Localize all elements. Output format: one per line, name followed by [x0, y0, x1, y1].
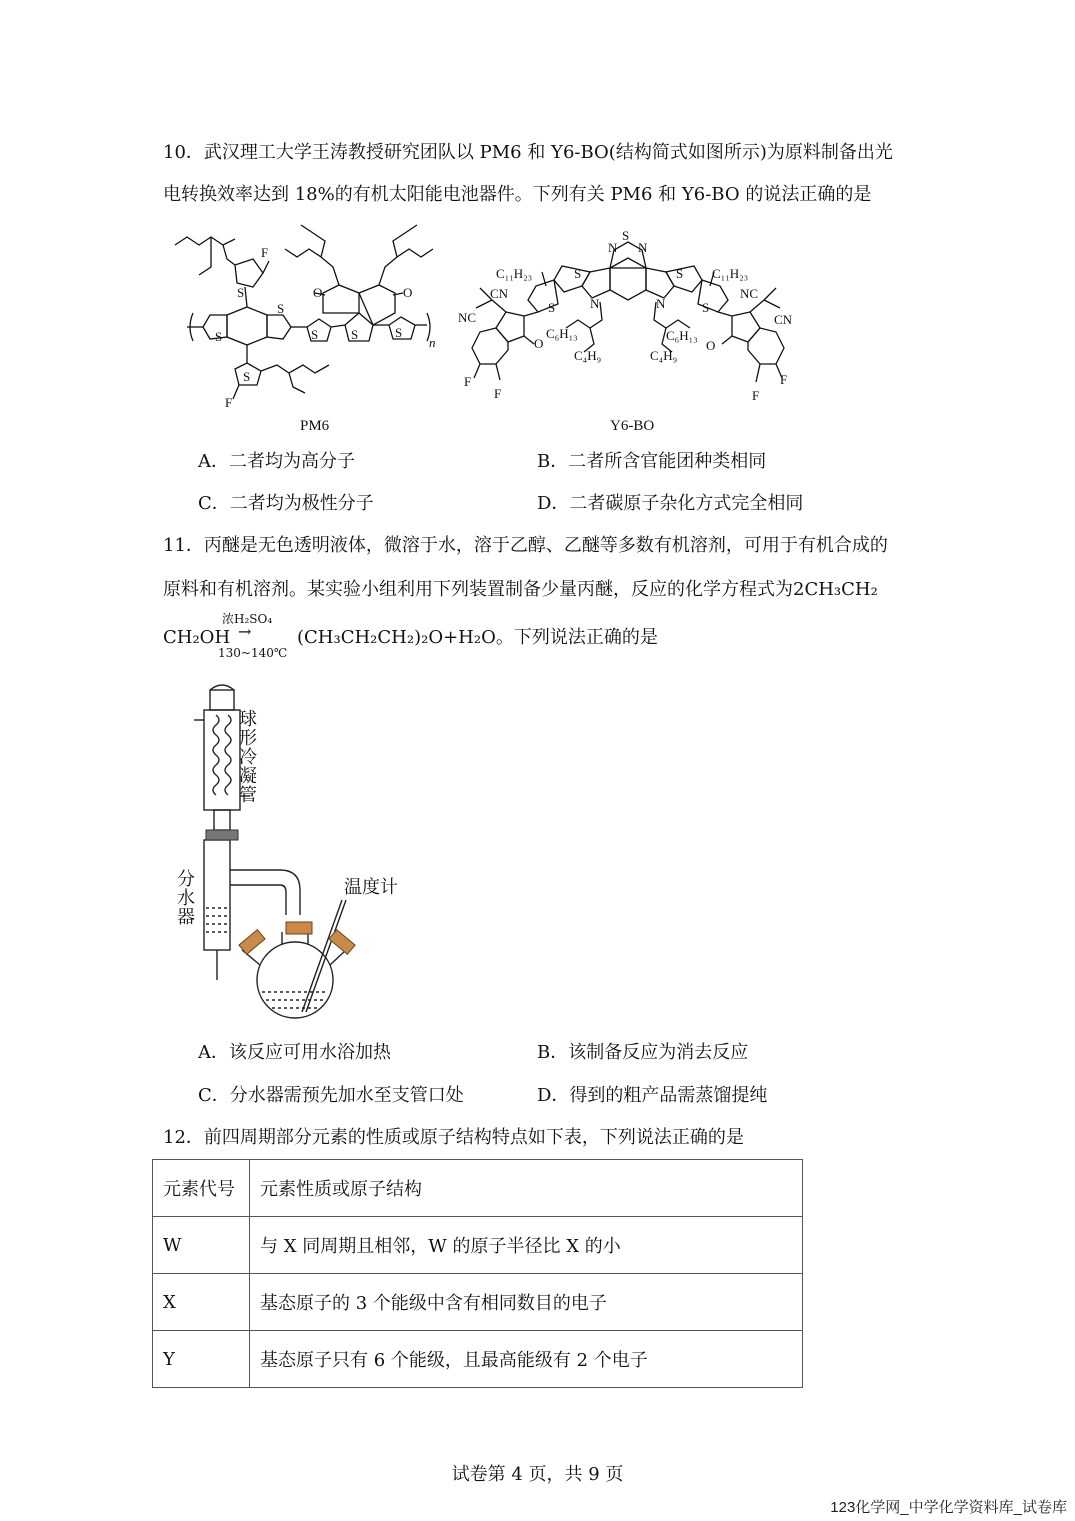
svg-text:F: F	[780, 372, 788, 387]
svg-text:CN: CN	[490, 286, 509, 301]
table-cell: 基态原子只有 6 个能级，且最高能级有 2 个电子	[250, 1331, 803, 1388]
table-cell: 基态原子的 3 个能级中含有相同数目的电子	[250, 1274, 803, 1331]
svg-text:O: O	[534, 336, 544, 351]
svg-text:S: S	[548, 300, 556, 315]
q11-option-c[interactable]: C．分水器需预先加水至支管口处	[198, 1085, 464, 1106]
distillation-apparatus-drawing	[170, 670, 400, 1030]
svg-text:NC: NC	[458, 310, 477, 325]
q11-stem-line2: 原料和有机溶剂。某实验小组利用下列装置制备少量丙醚，反应的化学方程式为2CH₃CH₂	[163, 579, 878, 600]
svg-text:S: S	[277, 301, 285, 316]
svg-text:NC: NC	[740, 286, 759, 301]
svg-text:O: O	[313, 285, 323, 300]
table-cell: X	[153, 1274, 250, 1331]
svg-text:O: O	[403, 285, 413, 300]
svg-text:N: N	[608, 240, 618, 255]
table-header-cell: 元素代号	[153, 1160, 250, 1217]
svg-text:O: O	[706, 338, 716, 353]
svg-text:C₆H₁₃: C₆H₁₃	[546, 326, 578, 341]
q11-option-d[interactable]: D．得到的粗产品需蒸馏提纯	[537, 1085, 768, 1106]
svg-text:N: N	[590, 296, 600, 311]
q12-stem: 12．前四周期部分元素的性质或原子结构特点如下表，下列说法正确的是	[163, 1127, 744, 1148]
svg-text:S: S	[622, 228, 630, 243]
q11-reactant: CH₂OH	[163, 627, 231, 648]
table-cell: W	[153, 1217, 250, 1274]
thermometer-label: 温度计	[344, 877, 398, 898]
svg-text:S: S	[237, 285, 245, 300]
svg-text:S: S	[311, 327, 319, 342]
q11-option-a[interactable]: A．该反应可用水浴加热	[198, 1042, 391, 1063]
table-cell: 与 X 同周期且相邻，W 的原子半径比 X 的小	[250, 1217, 803, 1274]
q10-option-d[interactable]: D．二者碳原子杂化方式完全相同	[537, 493, 804, 514]
y6bo-caption: Y6-BO	[610, 418, 655, 434]
q10-option-b[interactable]: B．二者所含官能团种类相同	[537, 451, 767, 472]
table-header-cell: 元素性质或原子结构	[250, 1160, 803, 1217]
table-header-row	[153, 1160, 803, 1217]
table-row	[153, 1274, 803, 1331]
svg-text:S: S	[215, 329, 223, 344]
svg-text:N: N	[638, 240, 648, 255]
svg-text:C₆H₁₃: C₆H₁₃	[666, 328, 698, 343]
table-row	[153, 1217, 803, 1274]
table-row	[153, 1331, 803, 1388]
svg-text:S: S	[243, 369, 251, 384]
element-table	[152, 1159, 803, 1388]
q11-reaction-arrow: →	[238, 622, 252, 641]
pm6-structure-drawing	[165, 215, 440, 415]
pm6-caption: PM6	[300, 418, 330, 434]
svg-text:C₁₁H₂₃: C₁₁H₂₃	[712, 266, 749, 281]
y6bo-structure-drawing	[450, 228, 805, 408]
q11-stem-line1: 11．丙醚是无色透明液体，微溶于水，溶于乙醇、乙醚等多数有机溶剂，可用于有机合成的	[163, 535, 888, 556]
q11-condition-top: 浓H₂SO₄	[222, 612, 273, 626]
svg-text:S: S	[574, 266, 582, 281]
svg-text:S: S	[395, 325, 403, 340]
watermark: 123化学网_中学化学资料库_试卷库	[830, 1499, 1067, 1516]
q10-stem-line2: 电转换效率达到 18%的有机太阳能电池器件。下列有关 PM6 和 Y6-BO 的说法正确的是	[163, 184, 872, 205]
separator-label: 分水器	[177, 869, 195, 928]
table-cell: Y	[153, 1331, 250, 1388]
svg-text:N: N	[656, 296, 666, 311]
svg-text:S: S	[702, 300, 710, 315]
q11-condition-bottom: 130~140℃	[218, 646, 288, 660]
svg-text:C₁₁H₂₃: C₁₁H₂₃	[496, 266, 533, 281]
svg-text:C₄H₉: C₄H₉	[574, 348, 602, 363]
q11-product: (CH₃CH₂CH₂)₂O+H₂O。下列说法正确的是	[297, 627, 658, 648]
condenser-label: 球形冷凝管	[239, 709, 257, 806]
svg-text:S: S	[676, 266, 684, 281]
q11-option-b[interactable]: B．该制备反应为消去反应	[537, 1042, 749, 1063]
page-footer: 试卷第 4 页，共 9 页	[451, 1464, 624, 1485]
svg-text:S: S	[351, 327, 359, 342]
svg-text:C₄H₉: C₄H₉	[650, 348, 678, 363]
svg-text:F: F	[464, 374, 472, 389]
svg-text:F: F	[225, 395, 233, 410]
q10-option-a[interactable]: A．二者均为高分子	[198, 451, 355, 472]
svg-text:F: F	[261, 245, 269, 260]
q10-option-c[interactable]: C．二者均为极性分子	[198, 493, 374, 514]
q10-stem-line1: 10．武汉理工大学王涛教授研究团队以 PM6 和 Y6-BO(结构简式如图所示)为原料制备出光	[163, 142, 893, 163]
svg-text:F: F	[494, 386, 502, 401]
svg-text:CN: CN	[774, 312, 793, 327]
svg-text:F: F	[752, 388, 760, 403]
svg-text:n: n	[429, 335, 436, 350]
